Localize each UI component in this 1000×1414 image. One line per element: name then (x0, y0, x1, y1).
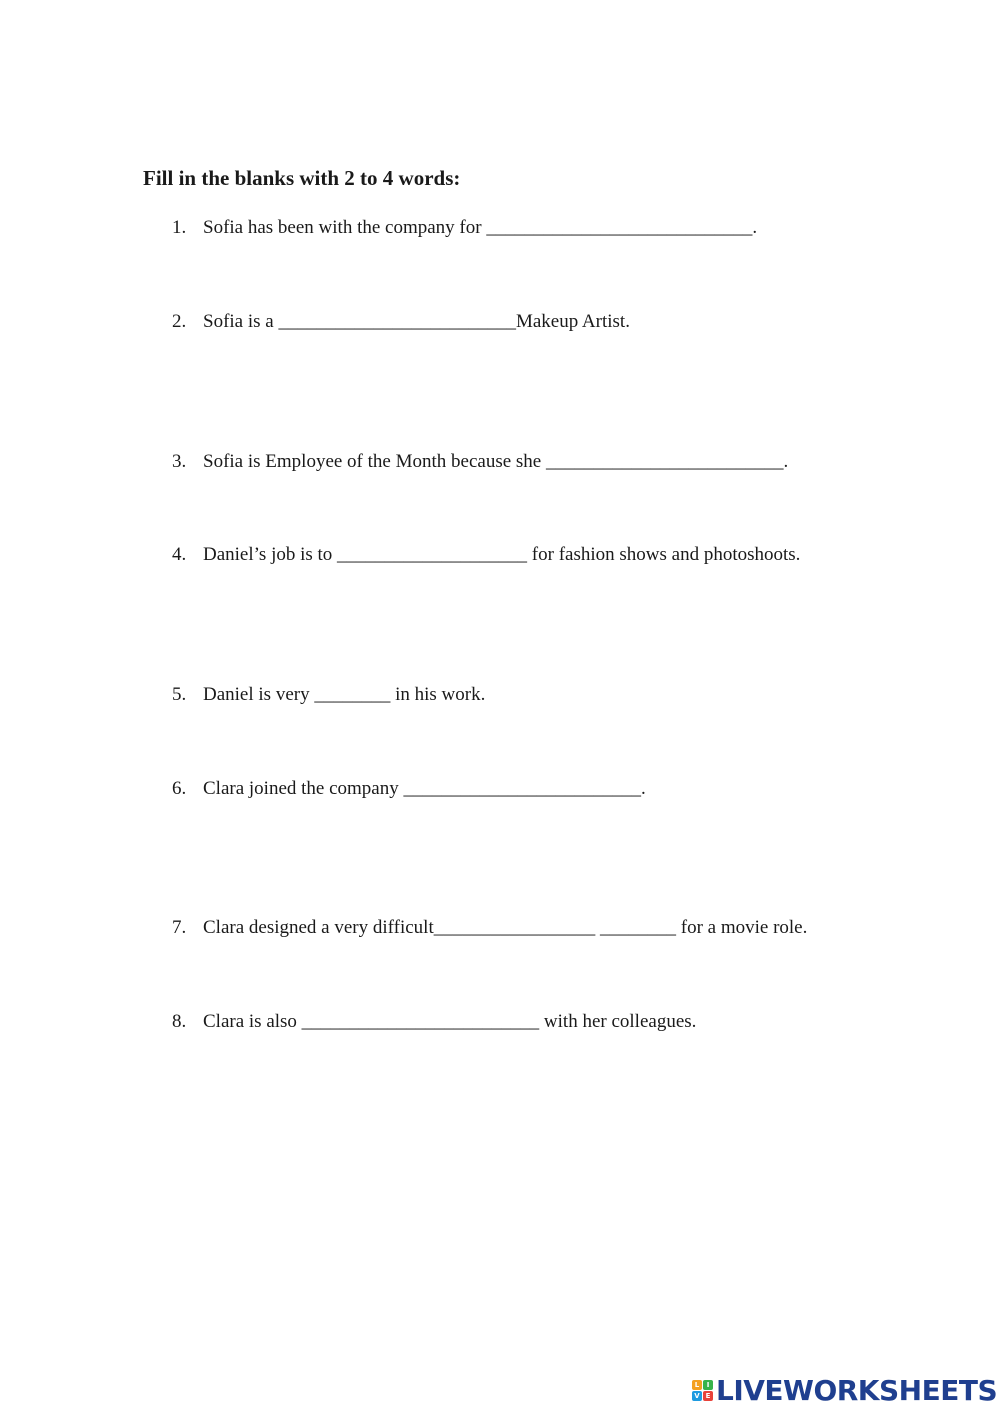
question-text: Clara is also _________________________ with her colleagues. (203, 1011, 697, 1032)
question-4 (172, 543, 800, 567)
question-number: 8. (172, 1011, 187, 1032)
question-text: Daniel’s job is to ____________________ for fashion shows and photoshoots. (203, 544, 801, 565)
question-text: Clara joined the company _________________________. (203, 778, 646, 799)
question-text: Daniel is very ________ in his work. (203, 684, 486, 705)
question-number: 5. (172, 684, 187, 705)
question-text: Clara designed a very difficult_________________ ________ for a movie role. (203, 917, 808, 938)
liveworksheets-logo-text: LIVEWORKSHEETS (716, 1373, 998, 1407)
question-text: Sofia has been with the company for ____________________________. (203, 217, 758, 238)
question-2 (172, 310, 630, 334)
liveworksheets-logo-icon (692, 1380, 713, 1401)
liveworksheets-logo (692, 1374, 997, 1406)
question-text: Sofia is a _________________________Makeup Artist. (203, 311, 630, 332)
question-number: 1. (172, 217, 187, 238)
question-8 (172, 1010, 696, 1034)
logo-icon-tile-e: E (703, 1391, 713, 1401)
question-3 (172, 450, 788, 474)
question-number: 7. (172, 917, 187, 938)
question-number: 2. (172, 311, 187, 332)
logo-icon-tile-i: I (703, 1380, 713, 1390)
instructions-heading: Fill in the blanks with 2 to 4 words: (143, 166, 461, 190)
logo-icon-tile-l: L (692, 1380, 702, 1390)
question-6 (172, 777, 646, 801)
question-5 (172, 683, 485, 707)
question-7 (172, 916, 807, 940)
question-number: 3. (172, 451, 187, 472)
question-number: 6. (172, 778, 187, 799)
question-1 (172, 216, 757, 240)
question-text: Sofia is Employee of the Month because she _________________________. (203, 451, 789, 472)
question-number: 4. (172, 544, 187, 565)
logo-icon-tile-v: V (692, 1391, 702, 1401)
